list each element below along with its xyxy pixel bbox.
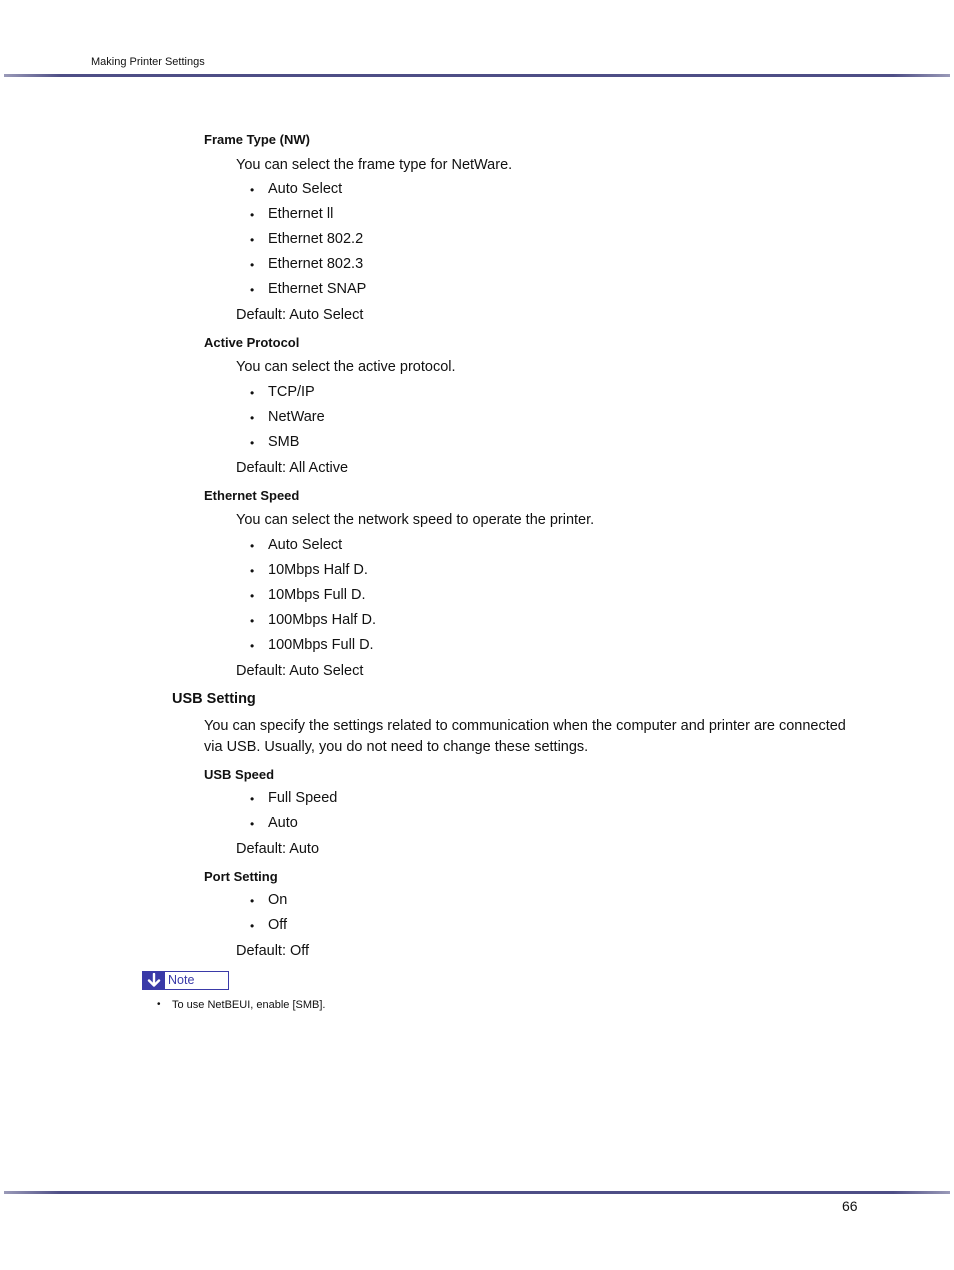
ethernet-speed-default: Default: Auto Select	[236, 663, 364, 679]
frame-type-option: Ethernet 802.3	[268, 256, 364, 272]
ethernet-speed-description: You can select the network speed to operate the printer.	[236, 512, 595, 528]
bullet-icon: •	[250, 614, 255, 628]
header-rule	[4, 74, 950, 77]
active-protocol-option: NetWare	[268, 409, 325, 425]
ethernet-speed-option: Auto Select	[268, 537, 343, 553]
frame-type-description: You can select the frame type for NetWare.	[236, 157, 513, 173]
ethernet-speed-option: 100Mbps Full D.	[268, 637, 374, 653]
frame-type-option: Ethernet 802.2	[268, 231, 364, 247]
frame-type-option: Auto Select	[268, 181, 343, 197]
port-setting-heading: Port Setting	[204, 869, 278, 884]
bullet-icon: •	[250, 283, 255, 297]
running-header: Making Printer Settings	[91, 56, 205, 68]
down-arrow-icon	[143, 972, 165, 989]
usb-speed-option: Full Speed	[268, 790, 338, 806]
active-protocol-heading: Active Protocol	[204, 335, 300, 350]
bullet-icon: •	[250, 564, 255, 578]
note-item: To use NetBEUI, enable [SMB].	[172, 999, 326, 1011]
active-protocol-option: TCP/IP	[268, 384, 315, 400]
frame-type-heading: Frame Type (NW)	[204, 132, 310, 147]
ethernet-speed-option: 10Mbps Half D.	[268, 562, 368, 578]
frame-type-option: Ethernet ll	[268, 206, 334, 222]
page-number: 66	[842, 1198, 858, 1214]
usb-speed-option: Auto	[268, 815, 298, 831]
ethernet-speed-heading: Ethernet Speed	[204, 488, 300, 503]
usb-speed-heading: USB Speed	[204, 767, 275, 782]
ethernet-speed-option: 10Mbps Full D.	[268, 587, 366, 603]
port-setting-option: Off	[268, 917, 288, 933]
frame-type-default: Default: Auto Select	[236, 307, 364, 323]
usb-speed-default: Default: Auto	[236, 841, 320, 857]
ethernet-speed-option: 100Mbps Half D.	[268, 612, 376, 628]
bullet-icon: •	[250, 919, 255, 933]
active-protocol-description: You can select the active protocol.	[236, 359, 456, 375]
note-badge	[142, 971, 229, 990]
bullet-icon: •	[250, 539, 255, 553]
note-label: Note	[168, 973, 195, 987]
bullet-icon: •	[250, 589, 255, 603]
bullet-icon: •	[250, 639, 255, 653]
bullet-icon: •	[157, 999, 161, 1010]
bullet-icon: •	[250, 183, 255, 197]
usb-setting-heading: USB Setting	[172, 691, 256, 707]
active-protocol-option: SMB	[268, 434, 300, 450]
bullet-icon: •	[250, 411, 255, 425]
bullet-icon: •	[250, 436, 255, 450]
active-protocol-default: Default: All Active	[236, 460, 349, 476]
bullet-icon: •	[250, 258, 255, 272]
bullet-icon: •	[250, 792, 255, 806]
footer-rule	[4, 1191, 950, 1194]
bullet-icon: •	[250, 208, 255, 222]
port-setting-default: Default: Off	[236, 943, 310, 959]
port-setting-option: On	[268, 892, 288, 908]
bullet-icon: •	[250, 233, 255, 247]
bullet-icon: •	[250, 386, 255, 400]
bullet-icon: •	[250, 817, 255, 831]
bullet-icon: •	[250, 894, 255, 908]
frame-type-option: Ethernet SNAP	[268, 281, 367, 297]
usb-setting-description: You can specify the settings related to communication when the computer and printer are connected via USB. Usually, you do not need to change these settings.	[204, 718, 846, 755]
